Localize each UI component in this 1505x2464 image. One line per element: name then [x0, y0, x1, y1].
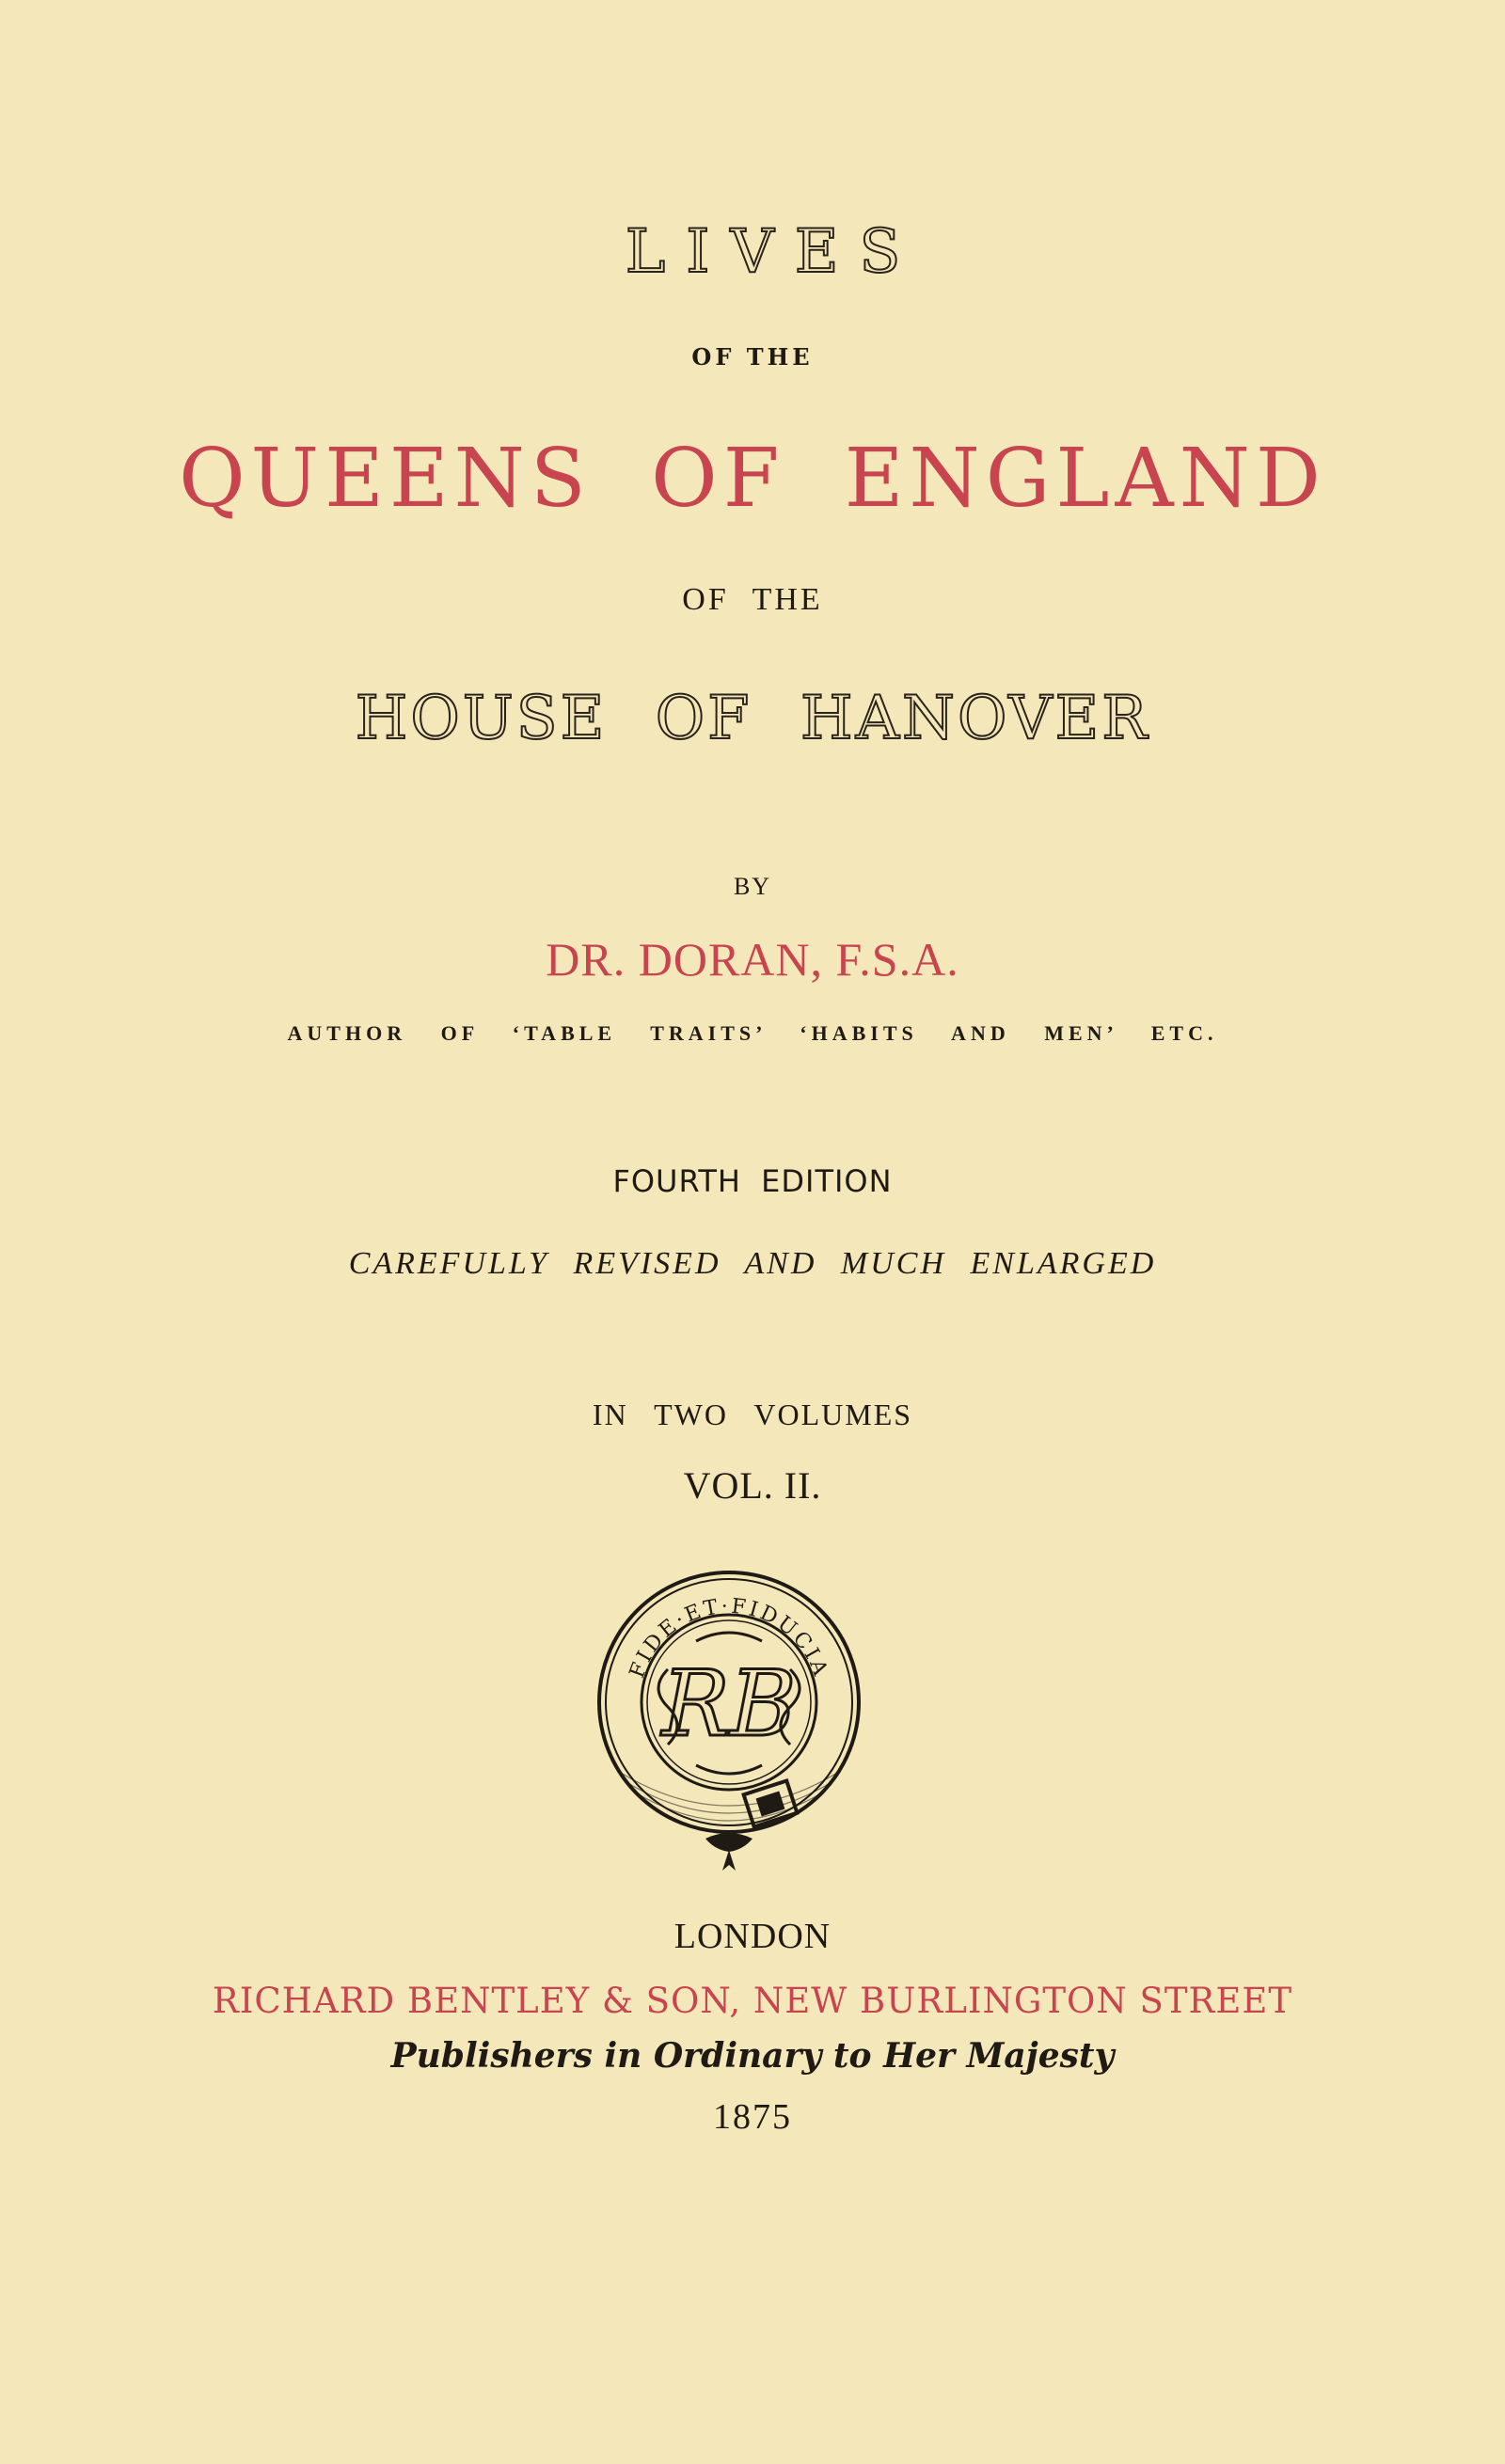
edition: FOURTH EDITION — [612, 1163, 893, 1199]
title-lives: LIVES — [625, 217, 922, 287]
publisher-device-emblem — [583, 1556, 875, 1876]
device-monogram: RB — [661, 1651, 797, 1757]
title-house-of-hanover: HOUSE OF HANOVER — [355, 684, 1150, 753]
author-name: DR. DORAN, F.S.A. — [546, 933, 959, 986]
by-line: BY — [733, 873, 772, 900]
imprint-publisher: RICHARD BENTLEY & SON, NEW BURLINGTON STREET — [212, 1981, 1293, 2021]
imprint-place: LONDON — [673, 1917, 832, 1956]
author-works: AUTHOR OF ‘TABLE TRAITS’ ‘HABITS AND MEN’ ETC. — [287, 1021, 1218, 1045]
imprint-year: 1875 — [713, 2097, 792, 2137]
device-motto: FIDE·ET·FIDUCIA — [625, 1594, 833, 1682]
title-queens-of-england: QUEENS OF ENGLAND — [179, 432, 1326, 526]
title-of-the-second: OF THE — [682, 582, 823, 617]
title-of-the: OF THE — [691, 343, 814, 371]
volume-count: IN TWO VOLUMES — [592, 1398, 913, 1431]
volume-number: VOL. II. — [683, 1464, 822, 1507]
device-pendant — [705, 1833, 752, 1852]
imprint-publisher-title: Publishers in Ordinary to Her Majesty — [390, 2036, 1115, 2076]
revision-note: CAREFULLY REVISED AND MUCH ENLARGED — [348, 1246, 1157, 1281]
